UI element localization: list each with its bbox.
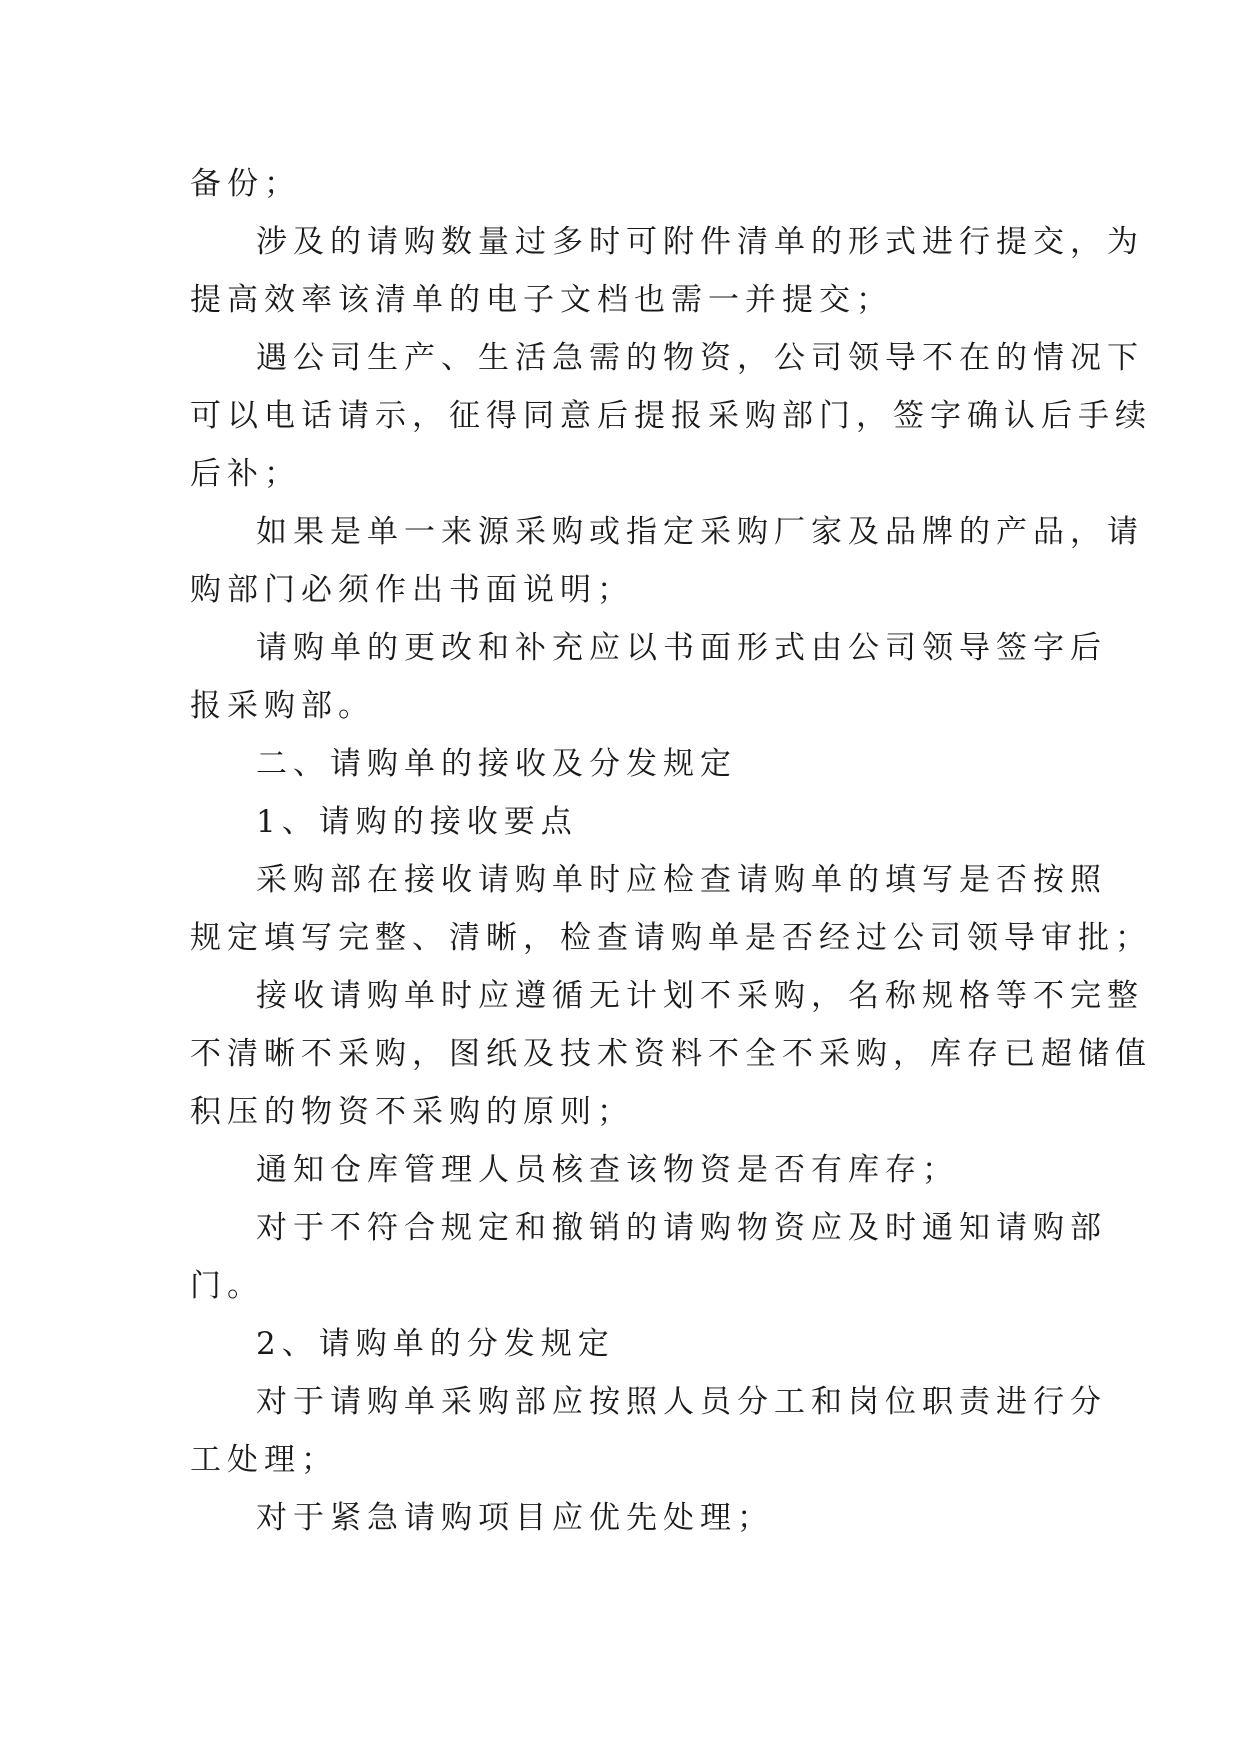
- text-line: 可以电话请示，征得同意后提报采购部门，签字确认后手续: [190, 398, 1152, 434]
- text-line: 通知仓库管理人员核查该物资是否有库存；: [256, 1152, 959, 1188]
- text-line: 请购单的更改和补充应以书面形式由公司领导签字后: [256, 630, 1107, 666]
- section-heading: 二、请购单的接收及分发规定: [256, 746, 737, 782]
- document-body: [190, 155, 1152, 1547]
- text-line: 后补；: [190, 456, 301, 492]
- text-line: 提高效率该清单的电子文档也需一并提交；: [190, 282, 893, 318]
- text-line: 备份；: [190, 166, 301, 202]
- text-line: 对于不符合规定和撤销的请购物资应及时通知请购部: [256, 1210, 1107, 1246]
- text-line: 规定填写完整、清晰，检查请购单是否经过公司领导审批；: [190, 920, 1152, 956]
- subsection-heading: 2、请购单的分发规定: [256, 1326, 615, 1362]
- text-line: 购部门必须作出书面说明；: [190, 572, 634, 608]
- text-line: 工处理；: [190, 1442, 338, 1478]
- text-line: 采购部在接收请购单时应检查请购单的填写是否按照: [256, 862, 1107, 898]
- text-line: 对于请购单采购部应按照人员分工和岗位职责进行分: [256, 1384, 1107, 1420]
- text-line: 涉及的请购数量过多时可附件清单的形式进行提交，为: [256, 224, 1144, 260]
- text-line: 积压的物资不采购的原则；: [190, 1094, 634, 1130]
- text-line: 遇公司生产、生活急需的物资，公司领导不在的情况下: [256, 340, 1144, 376]
- subsection-heading: 1、请购的接收要点: [256, 804, 578, 840]
- text-line: 如果是单一来源采购或指定采购厂家及品牌的产品，请: [256, 514, 1144, 550]
- text-line: 报采购部。: [190, 688, 375, 724]
- text-line: 不清晰不采购，图纸及技术资料不全不采购，库存已超储值: [190, 1036, 1152, 1072]
- text-line: 门。: [190, 1268, 264, 1304]
- text-line: 接收请购单时应遵循无计划不采购，名称规格等不完整: [256, 978, 1144, 1014]
- text-line: 对于紧急请购项目应优先处理；: [256, 1500, 774, 1536]
